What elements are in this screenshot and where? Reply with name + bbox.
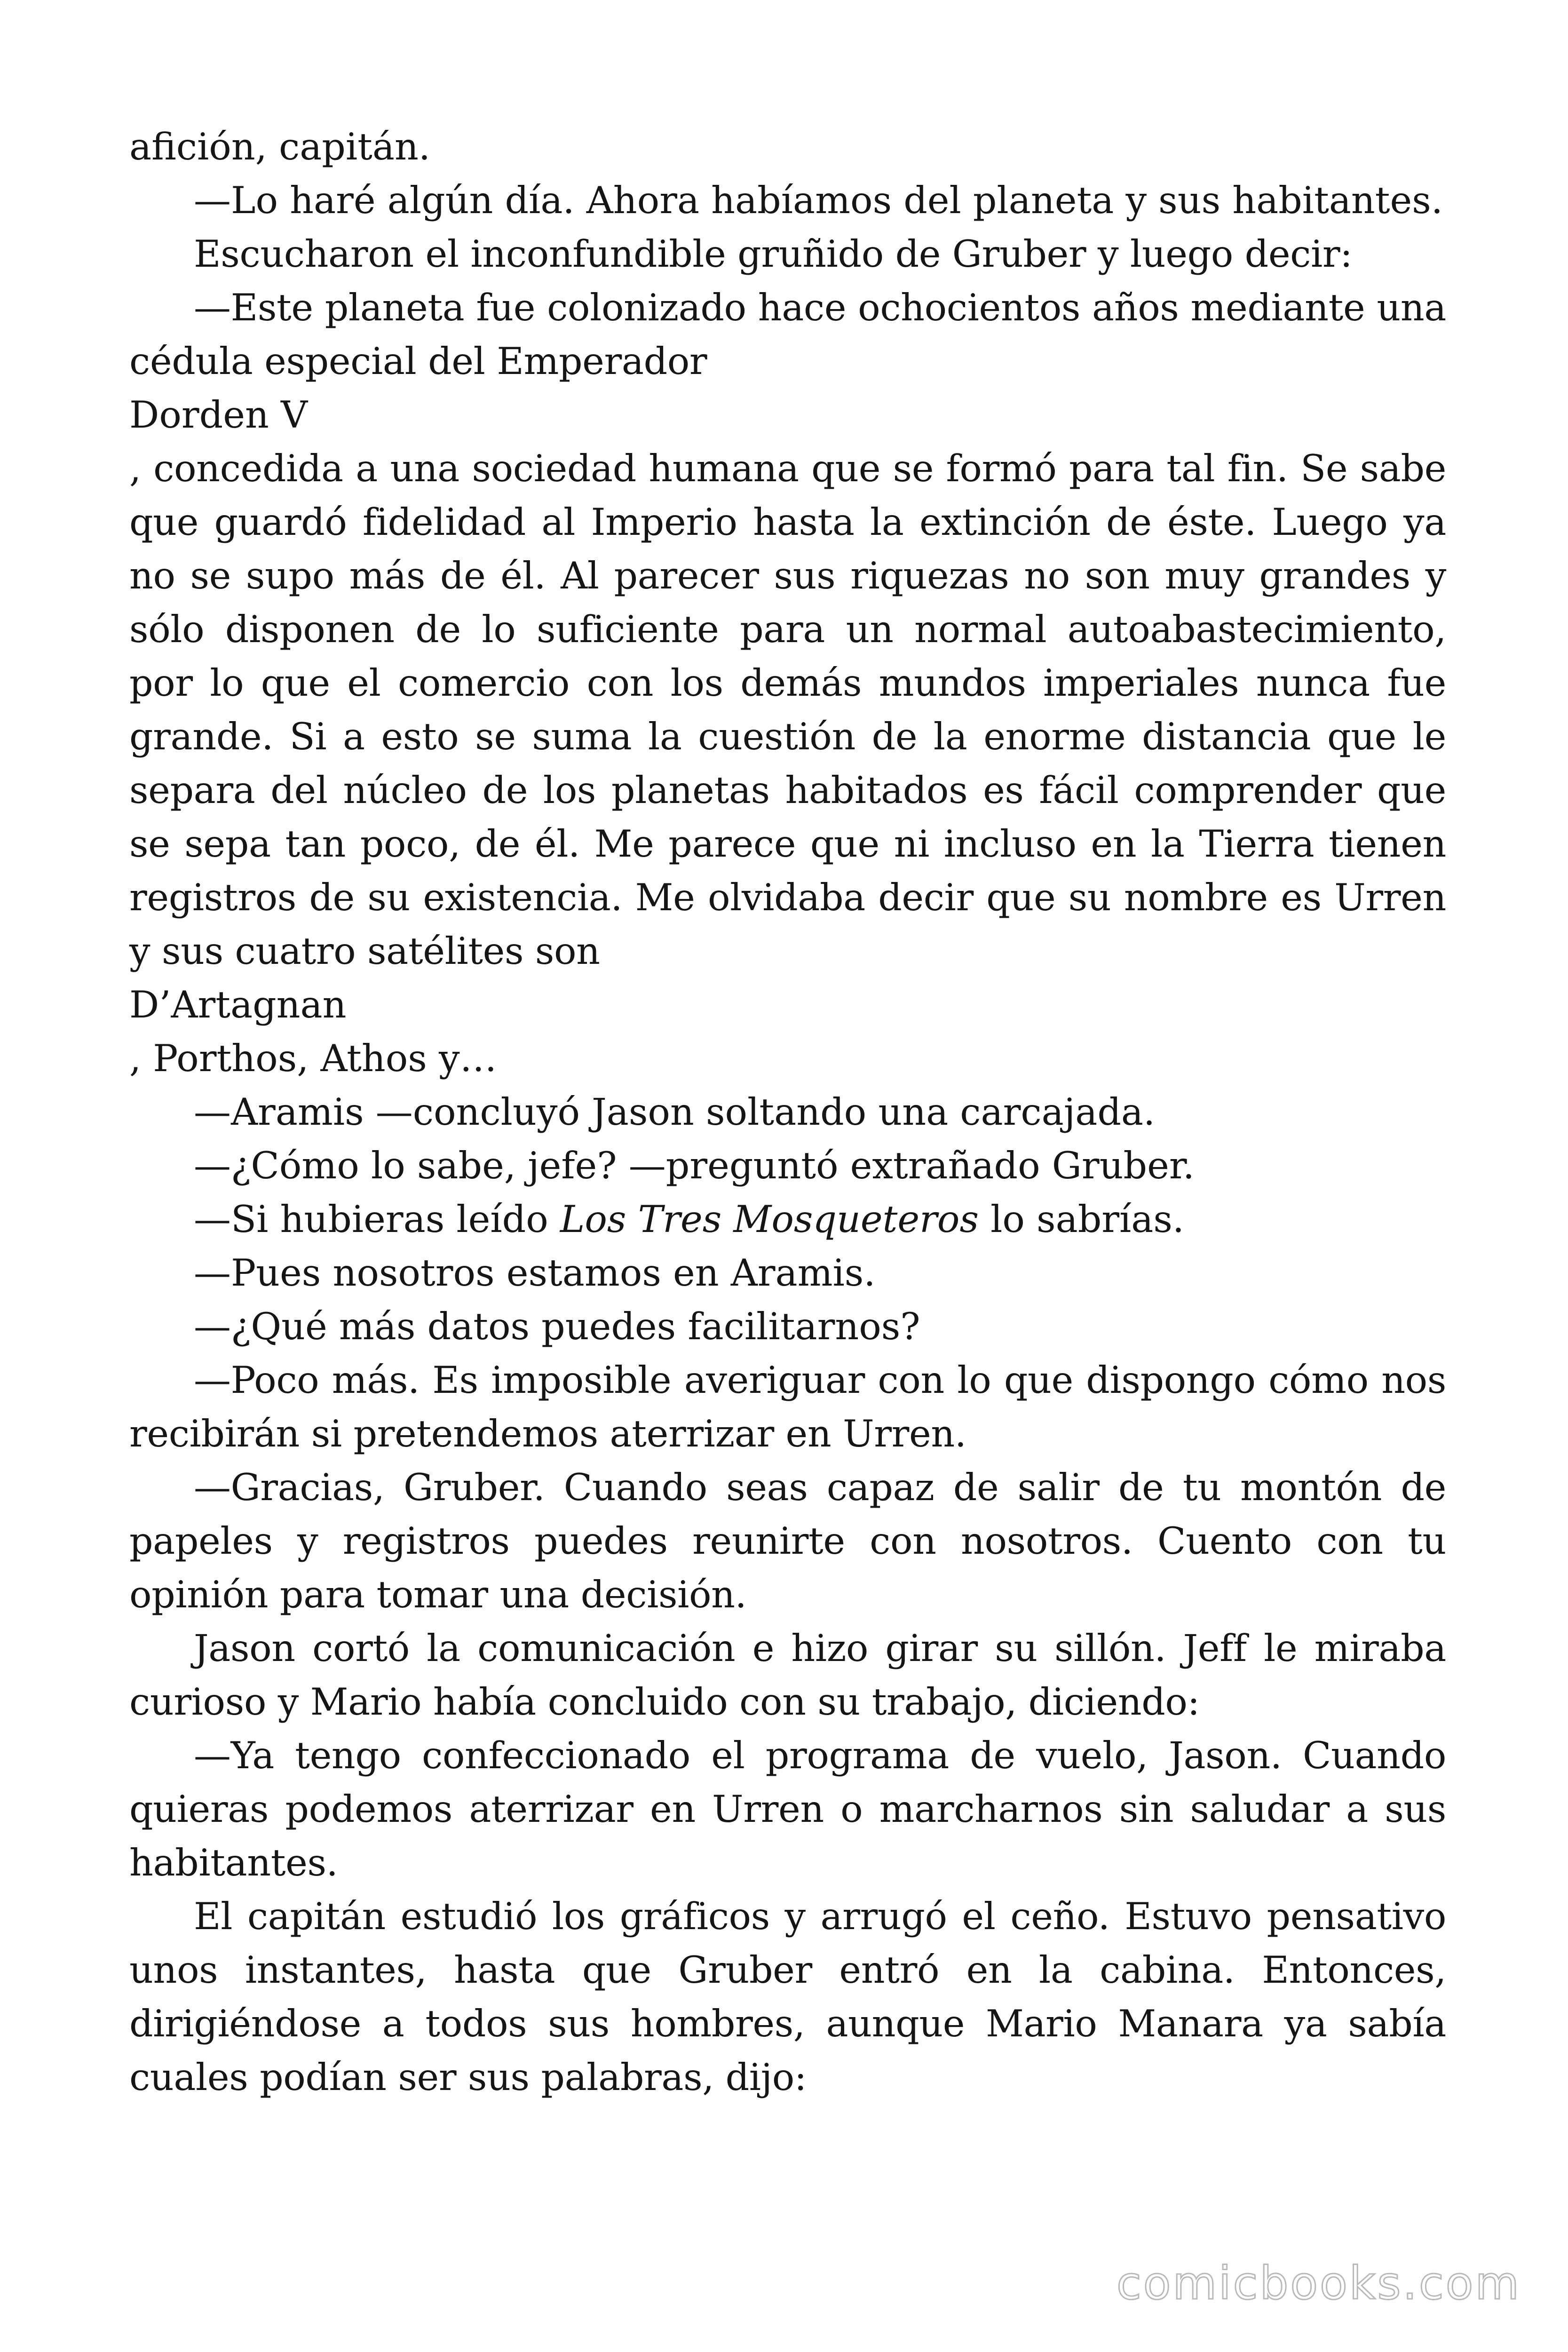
paragraph: Escucharon el inconfundible gruñido de Gruber y luego decir: bbox=[194, 232, 1353, 276]
paragraph: —¿Qué más datos puedes facilitarnos? bbox=[194, 1305, 920, 1348]
watermark: comicbooks.com bbox=[1116, 2257, 1521, 2310]
paragraph bbox=[129, 1192, 1446, 1246]
paragraph: —Aramis —concluyó Jason soltando una carcajada. bbox=[194, 1090, 1156, 1134]
paragraph: —Este planeta fue colonizado hace ochocientos años mediante una cédula especial del Emperador bbox=[129, 286, 1446, 383]
paragraph: —Poco más. Es imposible averiguar con lo que dispongo cómo nos recibirán si pretendemos aterrizar en Urren. bbox=[129, 1359, 1446, 1455]
paragraph: —Lo haré algún día. Ahora habíamos del planeta y sus habitantes. bbox=[194, 179, 1443, 222]
paragraph: afición, capitán. bbox=[129, 125, 430, 168]
paragraph: —Ya tengo confeccionado el programa de vuelo, Jason. Cuando quieras podemos aterrizar en Urren o marcharnos sin saludar a sus habitantes. bbox=[129, 1734, 1446, 1884]
paragraph-text: lo sabrías. bbox=[979, 1198, 1185, 1241]
paragraph: Jason cortó la comunicación e hizo girar su sillón. Jeff le miraba curioso y Mario había concluido con su trabajo, diciendo: bbox=[129, 1627, 1446, 1724]
book-page-text bbox=[129, 120, 1446, 2104]
paragraph: Dorden V bbox=[129, 393, 308, 437]
paragraph: —¿Cómo lo sabe, jefe? —preguntó extrañado Gruber. bbox=[194, 1144, 1195, 1187]
paragraph: , concedida a una sociedad humana que se formó para tal fin. Se sabe que guardó fidelidad al Imperio hasta la extinción de éste. Luego ya no se supo más de él. Al parecer sus riquezas no son muy grandes y sólo disponen de lo suficiente para un normal autoabastecimiento, por lo que el comercio con los demás mundos imperiales nunca fue grande. Si a esto se suma la cuestión de la enorme distancia que le separa del núcleo de los planetas habitados es fácil comprender que se sepa tan poco, de él. Me parece que ni incluso en la Tierra tienen registros de su existencia. Me olvidaba decir que su nombre es Urren y sus cuatro satélites son bbox=[129, 447, 1446, 973]
paragraph-text: —Si hubieras leído bbox=[194, 1198, 560, 1241]
paragraph: —Pues nosotros estamos en Aramis. bbox=[194, 1251, 876, 1295]
paragraph: , Porthos, Athos y… bbox=[129, 1037, 497, 1080]
book-title-italic: Los Tres Mosqueteros bbox=[560, 1198, 979, 1241]
paragraph: El capitán estudió los gráficos y arrugó el ceño. Estuvo pensativo unos instantes, hasta que Gruber entró en la cabina. Entonces, dirigiéndose a todos sus hombres, aunque Mario Manara ya sabía cuales podían ser sus palabras, dijo: bbox=[129, 1895, 1446, 2099]
paragraph: D’Artagnan bbox=[129, 983, 347, 1026]
paragraph: —Gracias, Gruber. Cuando seas capaz de salir de tu montón de papeles y registros puedes reunirte con nosotros. Cuento con tu opinión para tomar una decisión. bbox=[129, 1466, 1446, 1616]
